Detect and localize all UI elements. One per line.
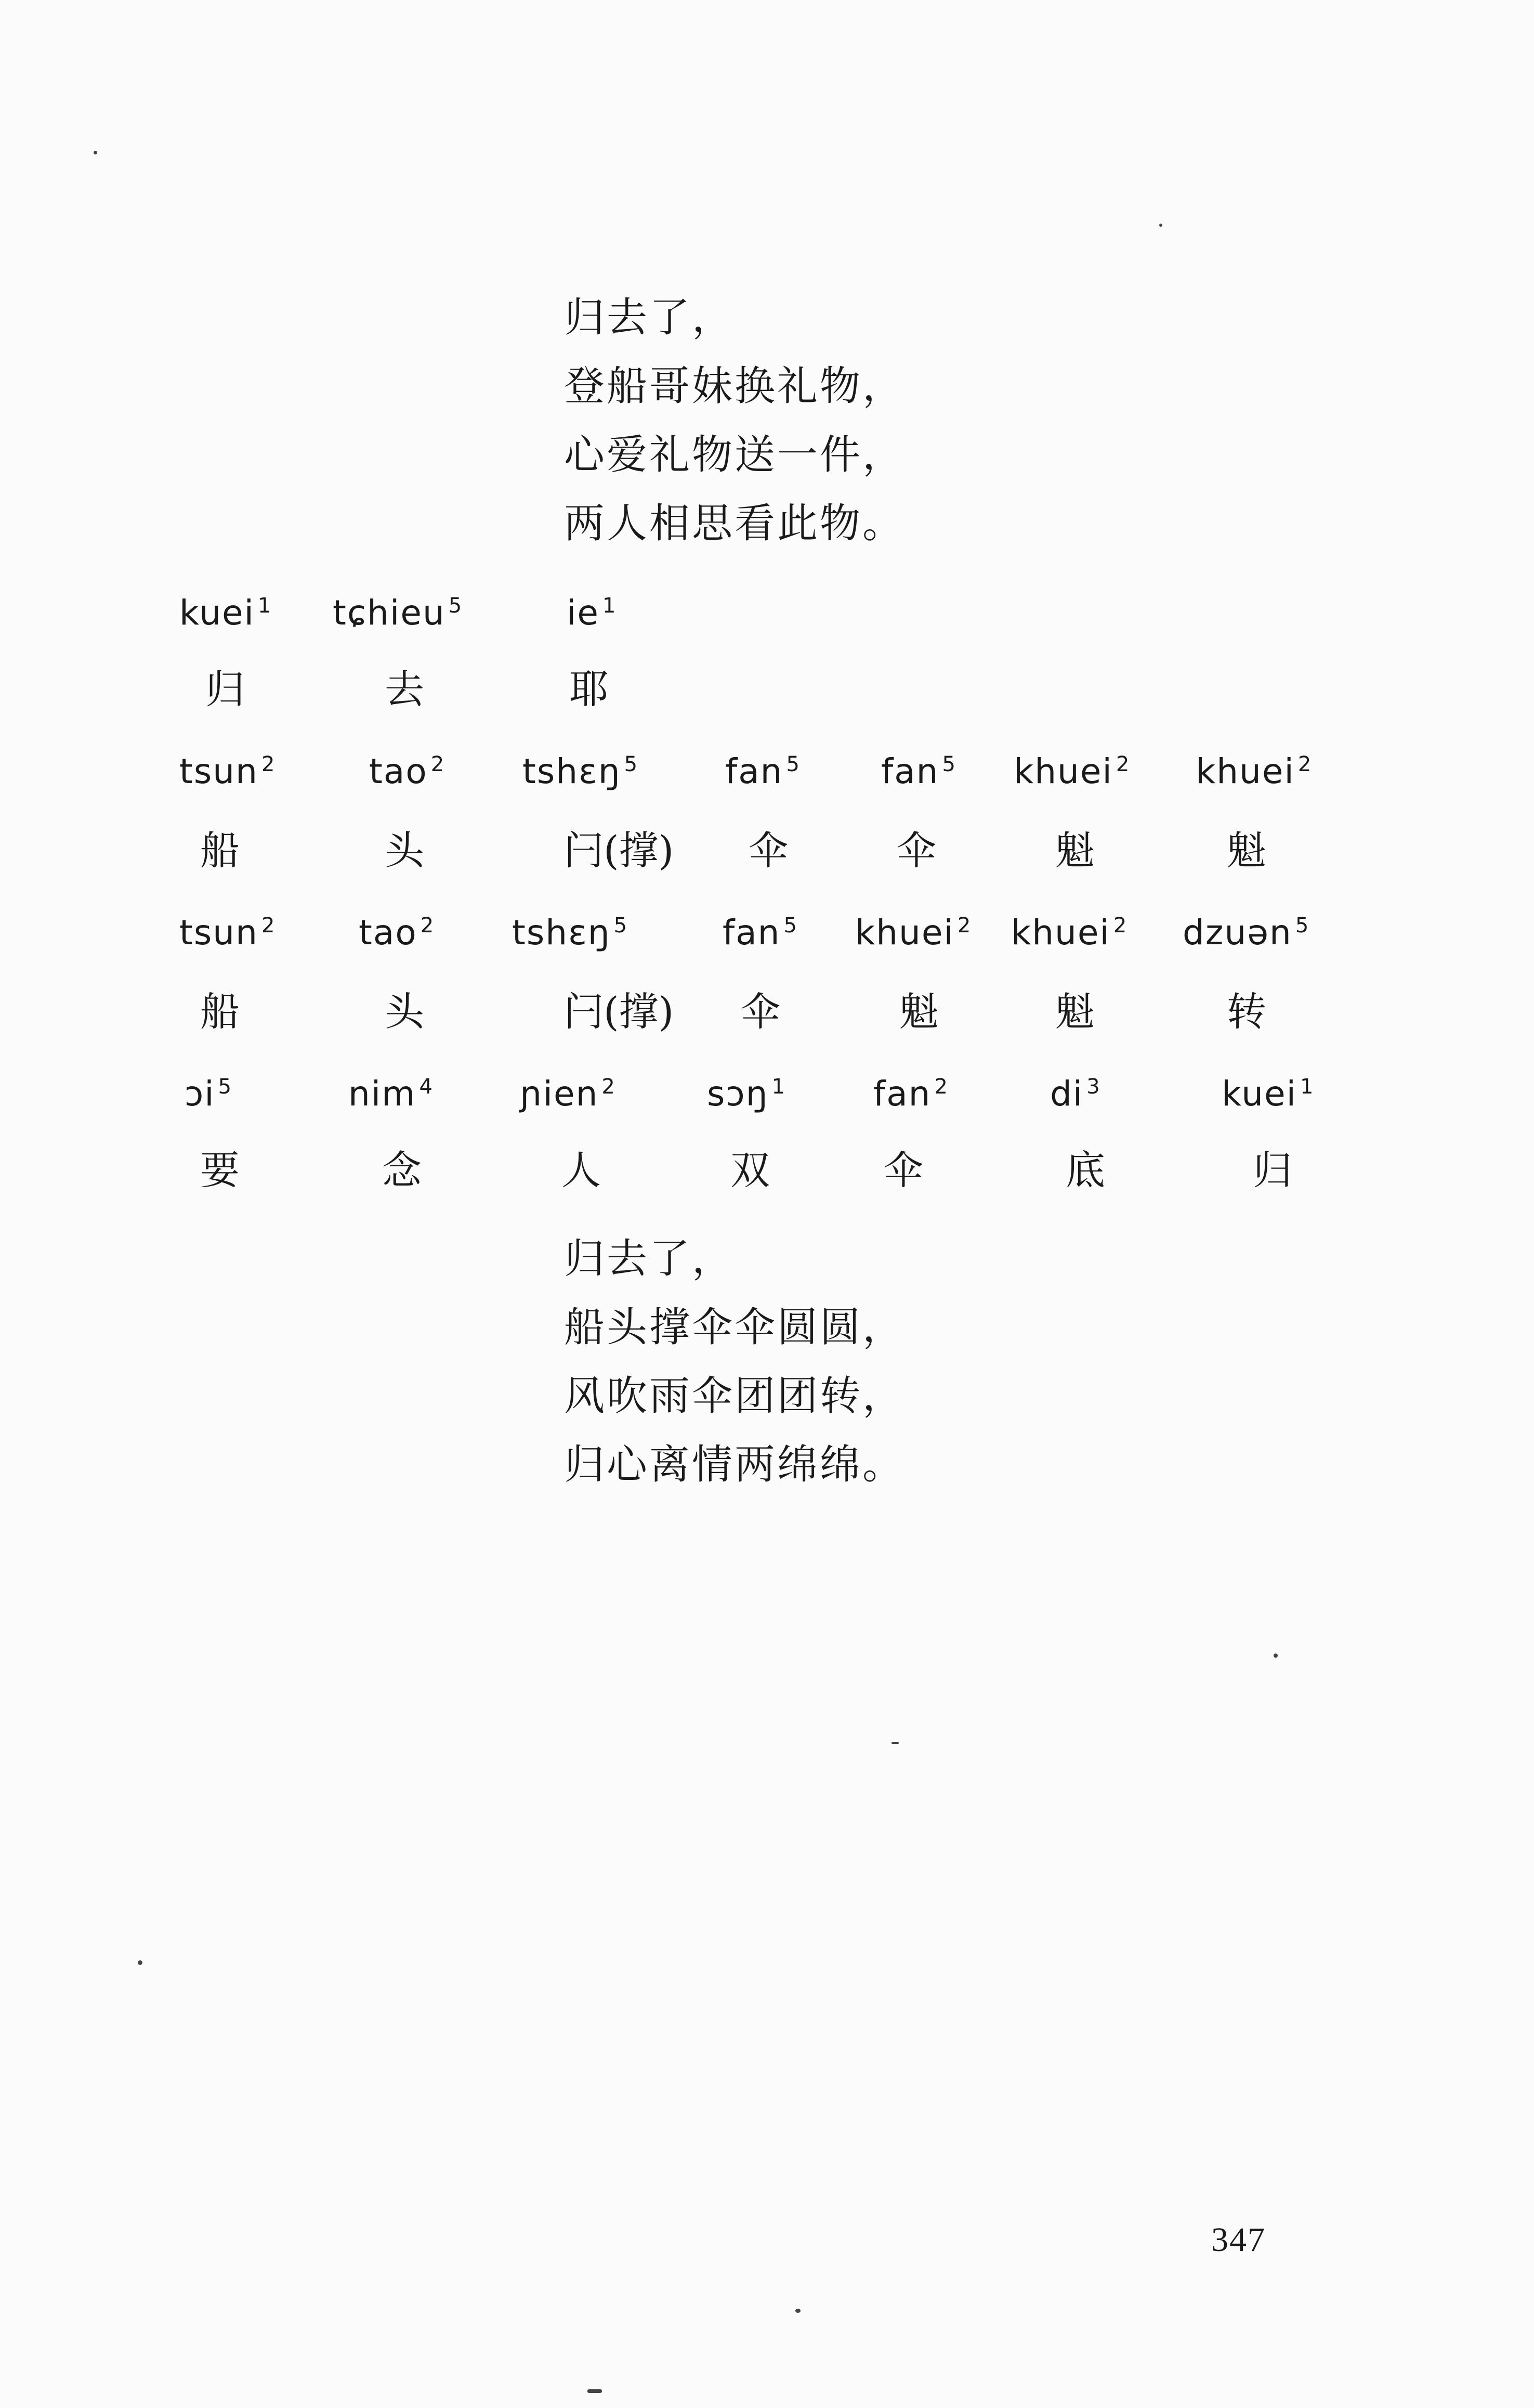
romanization: kuei $^1$ [179, 593, 272, 633]
lyric-row-2-roman [0, 751, 1534, 798]
han-character: 魁 [1055, 827, 1095, 874]
han-character: 归 [1253, 1147, 1292, 1193]
romanization: ie $^1$ [567, 593, 617, 633]
han-character: 魁 [1227, 827, 1266, 874]
scan-speck [1159, 224, 1162, 227]
han-character: 伞 [749, 827, 788, 874]
han-character: 伞 [741, 988, 780, 1035]
verse-line: 风吹雨伞团团转， [564, 1373, 906, 1420]
verse-top [564, 283, 905, 558]
han-character: 人 [561, 1147, 601, 1193]
lyric-row-4-han [0, 1139, 1534, 1193]
verse-line: 心爱礼物送一件， [564, 432, 906, 478]
romanization: sɔŋ $^1$ [707, 1074, 786, 1114]
romanization: dzuən $^5$ [1183, 913, 1310, 953]
scan-speck [138, 1960, 142, 1965]
romanization: fan $^2$ [873, 1074, 949, 1114]
romanization: tao $^2$ [359, 913, 435, 953]
romanization: di $^3$ [1050, 1074, 1101, 1114]
romanization: khuei $^2$ [855, 913, 972, 953]
lyric-row-3-han [0, 980, 1534, 1035]
romanization: khuei $^2$ [1014, 751, 1131, 791]
han-character: 耶 [569, 666, 609, 712]
scan-speck [1274, 1654, 1278, 1658]
romanization: tɕhieu $^5$ [333, 593, 463, 633]
romanization: khuei $^2$ [1196, 751, 1313, 791]
scan-speck [94, 151, 97, 154]
scan-speck [891, 1742, 899, 1744]
romanization: ɔi $^5$ [185, 1074, 233, 1114]
romanization: fan $^5$ [723, 913, 798, 953]
verse-line: 归去了， [564, 294, 735, 341]
romanization: fan $^5$ [725, 751, 801, 791]
lyric-row-1-roman [0, 593, 1534, 640]
romanization: nim $^4$ [348, 1074, 434, 1114]
han-character: 魁 [1055, 988, 1095, 1035]
han-character: 头 [385, 988, 424, 1035]
han-character: 伞 [884, 1147, 923, 1193]
romanization: ɲien $^2$ [520, 1074, 616, 1114]
romanization: tao $^2$ [369, 751, 445, 791]
romanization: tsun $^2$ [179, 751, 276, 791]
verse-line: 船头撑伞伞圆圆， [564, 1304, 906, 1351]
page-number: 347 [1211, 2221, 1266, 2259]
scan-speck [795, 2309, 801, 2313]
romanization: khuei $^2$ [1011, 913, 1128, 953]
han-character: 要 [200, 1147, 240, 1193]
han-character: 底 [1066, 1147, 1105, 1193]
lyric-row-4-roman [0, 1074, 1534, 1121]
lyric-row-1-han [0, 658, 1534, 712]
han-character: 魁 [899, 988, 939, 1035]
romanization: tshɛŋ $^5$ [512, 913, 628, 953]
romanization: fan $^5$ [881, 751, 956, 791]
han-character: 念 [382, 1147, 422, 1193]
han-character: 头 [385, 827, 424, 874]
verse-line: 两人相思看此物。 [564, 500, 906, 547]
han-character: 伞 [897, 827, 936, 874]
lyric-row-3-roman [0, 913, 1534, 959]
verse-bottom [564, 1225, 905, 1499]
scan-speck [587, 2389, 602, 2393]
han-character: 船 [200, 988, 240, 1035]
han-character: 船 [200, 827, 240, 874]
han-character: 闩(撑) [564, 827, 674, 874]
han-character: 归 [205, 666, 245, 712]
verse-line: 归去了， [564, 1235, 735, 1282]
han-character: 去 [385, 666, 424, 712]
verse-line: 登船哥妹换礼物， [564, 363, 906, 410]
romanization: kuei $^1$ [1222, 1074, 1315, 1114]
lyric-row-2-han [0, 819, 1534, 874]
verse-line: 归心离情两绵绵。 [564, 1441, 906, 1488]
han-character: 转 [1227, 988, 1266, 1035]
romanization: tsun $^2$ [179, 913, 276, 953]
romanization: tshɛŋ $^5$ [522, 751, 639, 791]
han-character: 双 [730, 1147, 770, 1193]
han-character: 闩(撑) [564, 988, 674, 1035]
